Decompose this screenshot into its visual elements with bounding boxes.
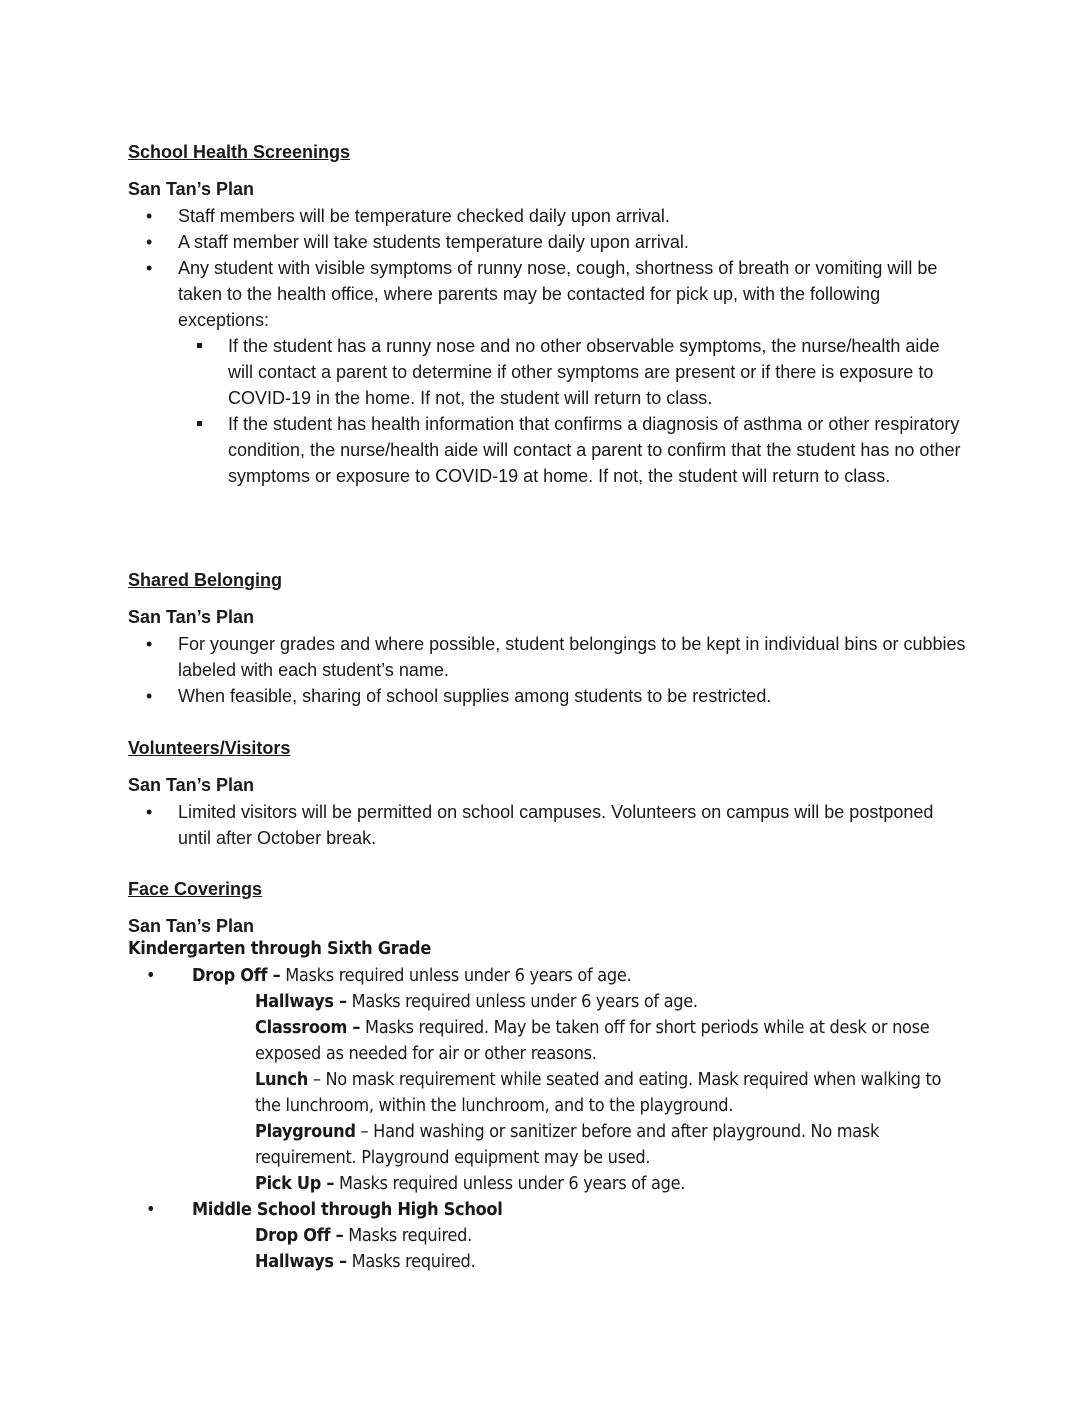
rule-label: Drop Off – xyxy=(192,965,281,986)
rule-label: Pick Up – xyxy=(255,1173,335,1194)
section-shared-belonging xyxy=(128,569,968,709)
section-heading: Face Coverings xyxy=(128,879,263,899)
rule-label: Classroom – xyxy=(255,1017,361,1038)
rule-text: Masks required unless under 6 years of age. xyxy=(280,965,632,986)
exception-list xyxy=(178,333,968,489)
belonging-list xyxy=(128,631,968,709)
list-item: If the student has health information that confirms a diagnosis of asthma or other respiratory condition, the nurse/health aide will contact a parent to confirm that the student has no other symptoms or exposure to COVID-19 at home. If not, the student will return to class. xyxy=(178,411,968,489)
visitors-list xyxy=(128,799,968,851)
ms-rules-list xyxy=(128,1223,968,1275)
rule-text: Masks required unless under 6 years of age. xyxy=(346,991,698,1012)
plan-label: San Tan’s Plan xyxy=(128,179,255,199)
rule-text: – Hand washing or sanitizer before and after playground. No mask requirement. Playground equipment may be used. xyxy=(255,1121,880,1168)
list-item: • A staff member will take students temperature daily upon arrival. xyxy=(128,229,968,255)
list-item: • For younger grades and where possible, student belongings to be kept in individual bins or cubbies labeled with each student’s name. xyxy=(128,631,968,683)
list-item xyxy=(128,1197,968,1223)
list-item xyxy=(128,1223,968,1249)
list-item xyxy=(128,1171,968,1197)
rule-label: Lunch xyxy=(255,1069,309,1090)
section-heading: Shared Belonging xyxy=(128,570,283,590)
rule-label: Playground xyxy=(255,1121,356,1142)
rule-text: Masks required. xyxy=(343,1225,472,1246)
section-health-screenings xyxy=(128,141,968,489)
list-item xyxy=(128,1249,968,1275)
grade-subheading: Kindergarten through Sixth Grade xyxy=(128,938,432,959)
ms-list xyxy=(128,1197,968,1223)
face-covering-list xyxy=(128,963,968,989)
rule-label: Hallways – xyxy=(255,991,347,1012)
list-item: • Staff members will be temperature checked daily upon arrival. xyxy=(128,203,968,229)
list-item xyxy=(128,963,968,989)
section-heading: Volunteers/Visitors xyxy=(128,738,291,758)
k6-rules-list xyxy=(128,989,968,1197)
rule-text: Masks required. May be taken off for short periods while at desk or nose exposed as needed for air or other reasons. xyxy=(255,1017,930,1064)
section-volunteers-visitors xyxy=(128,737,968,851)
rule-text: Masks required. xyxy=(346,1251,476,1272)
rule-text: – No mask requirement while seated and eating. Mask required when walking to the lunchroom, within the lunchroom, and to the playground. xyxy=(255,1069,942,1116)
rule-label: Hallways – xyxy=(255,1251,347,1272)
plan-label: San Tan’s Plan xyxy=(128,607,255,627)
list-item: • When feasible, sharing of school supplies among students to be restricted. xyxy=(128,683,968,709)
rule-label: Drop Off – xyxy=(255,1225,344,1246)
list-item xyxy=(128,1119,968,1171)
list-item xyxy=(128,255,968,489)
list-item: If the student has a runny nose and no other observable symptoms, the nurse/health aide will contact a parent to determine if other symptoms are present or if there is exposure to COVID-19 in the home. If not, the student will return to class. xyxy=(178,333,968,411)
list-item: • Limited visitors will be permitted on school campuses. Volunteers on campus will be postponed until after October break. xyxy=(128,799,968,851)
list-item-text: Any student with visible symptoms of runny nose, cough, shortness of breath or vomiting will be taken to the health office, where parents may be contacted for pick up, with the following exceptions: xyxy=(178,258,938,330)
list-item xyxy=(128,1015,968,1067)
screening-list xyxy=(128,203,968,489)
plan-label: San Tan’s Plan xyxy=(128,916,255,936)
list-item xyxy=(128,1067,968,1119)
rule-label: Middle School through High School xyxy=(192,1199,503,1220)
rule-text: Masks required unless under 6 years of age. xyxy=(334,1173,686,1194)
plan-label: San Tan’s Plan xyxy=(128,775,255,795)
section-heading: School Health Screenings xyxy=(128,142,351,162)
list-item xyxy=(128,989,968,1015)
section-face-coverings xyxy=(128,878,968,1275)
